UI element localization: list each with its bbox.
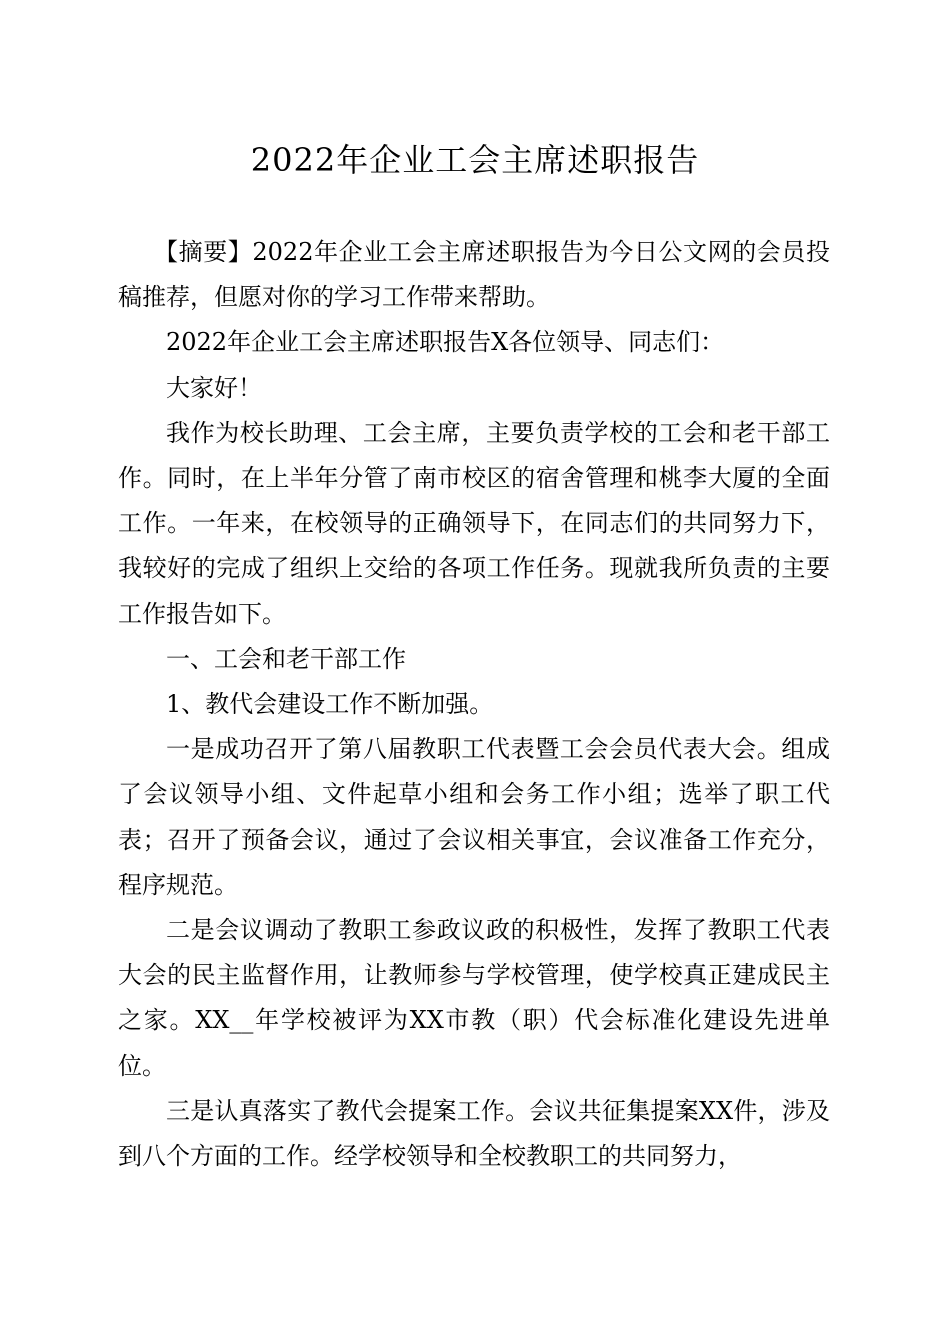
abstract-label: 【摘要】 (154, 238, 253, 266)
body-paragraph: 一是成功召开了第八届教职工代表暨工会会员代表大会。组成了会议领导小组、文件起草小组和会务工作小组；选举了职工代表；召开了预备会议，通过了会议相关事宜，会议准备工作充分，程序规范。 (118, 735, 830, 899)
section-heading: 一、工会和老干部工作 (166, 644, 406, 673)
subsection-heading: 1、教代会建设工作不断加强。 (166, 690, 494, 719)
abstract-paragraph (118, 230, 830, 320)
abstract-text: 2022年企业工会主席述职报告为今日公文网的会员投稿推荐，但愿对你的学习工作带来帮助。 (118, 238, 831, 312)
greeting-paragraph: 大家好！ (166, 373, 262, 402)
document-title: 2022年企业工会主席述职报告 (250, 141, 700, 179)
salutation-paragraph: 2022年企业工会主席述职报告X各位领导、同志们： (166, 328, 725, 357)
document-body (118, 230, 830, 1179)
intro-paragraph: 我作为校长助理、工会主席，主要负责学校的工会和老干部工作。同时，在上半年分管了南市校区的宿舍管理和桃李大厦的全面工作。一年来，在校领导的正确领导下，在同志们的共同努力下，我较好的完成了组织上交给的各项工作任务。现就我所负责的主要工作报告如下。 (118, 418, 830, 628)
body-paragraph: 二是会议调动了教职工参政议政的积极性，发挥了教职工代表大会的民主监督作用，让教师参与学校管理，使学校真正建成民主之家。XX__年学校被评为XX市教（职）代会标准化建设先进单位。 (118, 916, 830, 1080)
body-paragraph: 三是认真落实了教代会提案工作。会议共征集提案XX件，涉及到八个方面的工作。经学校领导和全校教职工的共同努力， (118, 1096, 830, 1171)
